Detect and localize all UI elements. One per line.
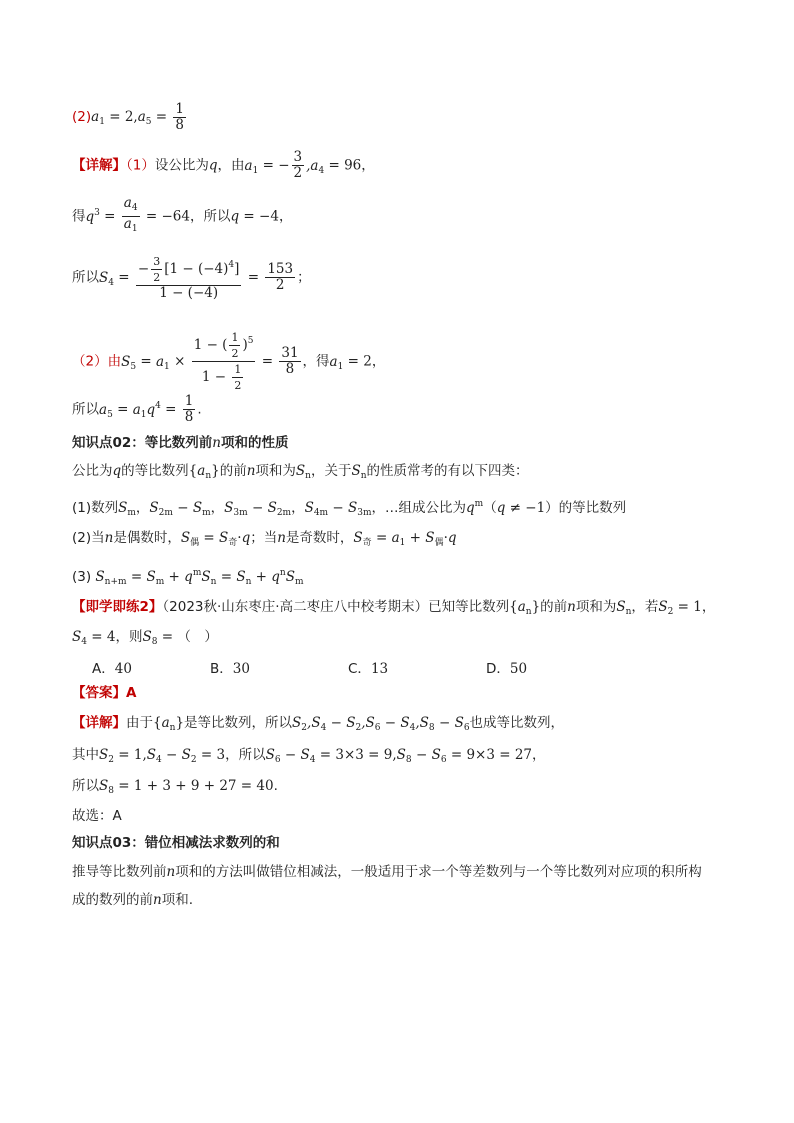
detail-label: 【详解】	[72, 157, 126, 174]
option-b: B．30	[210, 661, 250, 677]
part2-header: (2)	[72, 109, 92, 125]
solution-1-intro: 【详解】（1）设公比为q，由$a_1$ = − $\frac{3}{2}$ $,a_4 = 96$，	[72, 149, 375, 181]
kp02-item3: (3) $S_{n+m} = S_m + q^mS_n = S_n + q^nS_m$	[72, 568, 304, 587]
option-c: C．13	[348, 661, 389, 677]
kp02-item1: (1)数列$S_m$，$S_{2m} - S_m$，$S_{3m} - S_{2m}$，$S_{4m} - S_{3m}$，…组成公比为$q^m(q \ne -1)$的等比数列	[72, 499, 627, 518]
kp02-intro: 公比为q的等比数列$\{a_n\}$的前n项和为$S_n$，关于$S_n$的性质常考的有以下四类：	[72, 463, 529, 481]
kp02-item2: (2)当n是偶数时，$S_偶 = S_奇\cdot q$；当n是奇数时，$S_奇 = a_1 + S_偶\cdot q$	[72, 530, 457, 548]
answer-value: A	[126, 685, 137, 701]
option-d: D．50	[486, 661, 528, 677]
choice-line: 故选：A	[72, 808, 122, 824]
practice-question-line2: $S_4 = 4$，则$S_8$ = （ ）	[72, 629, 218, 647]
practice-source: （2023秋·山东枣庄·高二枣庄八中校考期末）	[162, 599, 429, 615]
practice-question-line1: 【即学即练2】（2023秋·山东枣庄·高二枣庄八中校考期末）已知等比数列$\{a_n\}$的前n项和为$S_n$，若$S_2 = 1$，	[72, 599, 716, 617]
solution-2-final: 所以$a_5 = a_1q^4$ = $\frac{1}{8}$ .	[72, 393, 202, 425]
solution-2-line: （2）由$S_5 = a_1$ × 1 − ( $\frac{1}{2}$ )$^5$ 1 − $\frac{1}{2}$ = $\frac{31}{8}$ ，得$a_1 = 2$，	[72, 331, 386, 392]
kp03-line2: 成的数列的前n项和.	[72, 892, 193, 908]
kp02-title: 知识点02：等比数列前n项和的性质	[72, 435, 289, 451]
detail2-line1: 【详解】由于$\{a_n\}$是等比数列，所以$S_2,S_4 - S_2,S_6 - S_4,S_8 - S_6$也成等比数列，	[72, 715, 565, 733]
option-a: A．40	[92, 661, 132, 677]
detail2-line3: 所以$S_8 = 1 + 3 + 9 + 27 = 40$.	[72, 778, 278, 796]
sol2-prefix: （2）由	[72, 353, 122, 370]
practice-label: 【即学即练2】	[72, 599, 163, 615]
detail2-line2: 其中$S_2 = 1,S_4 - S_2 = 3$，所以$S_6 - S_4 = 3\times 3 = 9,S_8 - S_6 = 9\times 3 = 27$，	[72, 747, 546, 765]
answer-label: 【答案】	[72, 685, 126, 701]
solution-1-step2: 所以$S_4$ = − $\frac{3}{2}$ $[1 - (-4)^4]$ 1 − (−4) = $\frac{153}{2}$ ；	[72, 255, 311, 301]
solution-1-step1: 得$q^3$ = $\frac{a_4}{a_1}$ = −64，所以q = −4，	[72, 195, 293, 234]
part2-given: $a_1 = 2,a_5$ = $\frac{1}{8}$	[91, 101, 184, 133]
part2-given-line	[72, 102, 188, 133]
kp03-line1: 推导等比数列前n项和的方法叫做错位相减法，一般适用于求一个等差数列与一个等比数列对应项的积所构	[72, 864, 702, 880]
kp03-title: 知识点03：错位相减法求数列的和	[72, 835, 280, 851]
detail2-label: 【详解】	[72, 715, 126, 731]
step2-prefix: 所以	[72, 269, 99, 286]
answer-line	[72, 683, 136, 703]
